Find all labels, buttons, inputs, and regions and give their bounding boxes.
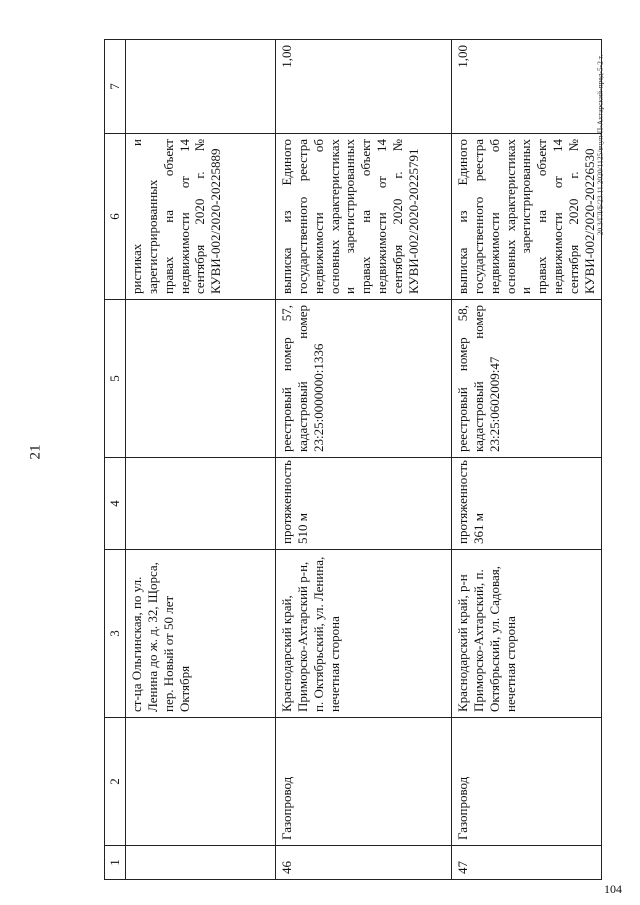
registry-numbers: реестровый номер 58, кадастровый номер 23:25:0602009:47 [452,300,602,458]
property-table [104,39,602,880]
table-row [126,40,276,880]
object-address: Краснодарский край, р-н Приморско-Ахтарский, п. Октябрьский, ул. Садовая, нечетная сторона [452,550,602,718]
column-header: 2 [105,718,126,846]
column-header: 1 [105,846,126,880]
page-number-bottom: 104 [604,882,622,896]
rotated-table-container [104,40,597,880]
table-row [276,40,452,880]
page-number-top: 21 [27,444,44,460]
column-header: 5 [105,300,126,458]
table-row [452,40,602,880]
object-name [126,718,276,846]
object-value: 1,00 [276,40,452,134]
table-header-row [105,40,126,880]
registration-document: выписка из Единого государственного реестра недвижимости об основных характеристиках и зарегистрированных правах на объект недвижимости от 14 сентября 2020 г. № КУВИ-002/2020-20226530 [452,134,602,300]
registration-document: ристиках и зарегистрированных правах на объект недвижимости от 14 сентября 2020 г. № КУВИ-002/2020-20225889 [126,134,276,300]
object-address: ст-ца Ольгинская, по ул. Ленина до ж. д. 32, Щорса, пер. Новый от 50 лет Октября [126,550,276,718]
row-number [126,846,276,880]
object-length: протяженность 361 м [452,458,602,550]
column-header: 6 [105,134,126,300]
column-header: 7 [105,40,126,134]
object-value: 1,00 [452,40,602,134]
document-footer-code: 20.3/ГЛ/Б/23.11.2020/1125/вчуп-П-Ахтарский-пред-5-2 т. [595,54,605,236]
row-number: 46 [276,846,452,880]
object-length: протяженность 510 м [276,458,452,550]
object-address: Краснодарский край, Приморско-Ахтарский р-н, п. Октябрьский, ул. Ленина, нечетная сторона [276,550,452,718]
row-number: 47 [452,846,602,880]
object-length [126,458,276,550]
object-value [126,40,276,134]
column-header: 4 [105,458,126,550]
column-header: 3 [105,550,126,718]
object-name: Газопровод [452,718,602,846]
registry-numbers: реестровый номер 57, кадастровый номер 23:25:0000000:1336 [276,300,452,458]
registration-document: выписка из Единого государственного реестра недвижимости об основных характеристиках и зарегистрированных правах на объект недвижимости от 14 сентября 2020 г. № КУВИ-002/2020-20225791 [276,134,452,300]
object-name: Газопровод [276,718,452,846]
registry-numbers [126,300,276,458]
